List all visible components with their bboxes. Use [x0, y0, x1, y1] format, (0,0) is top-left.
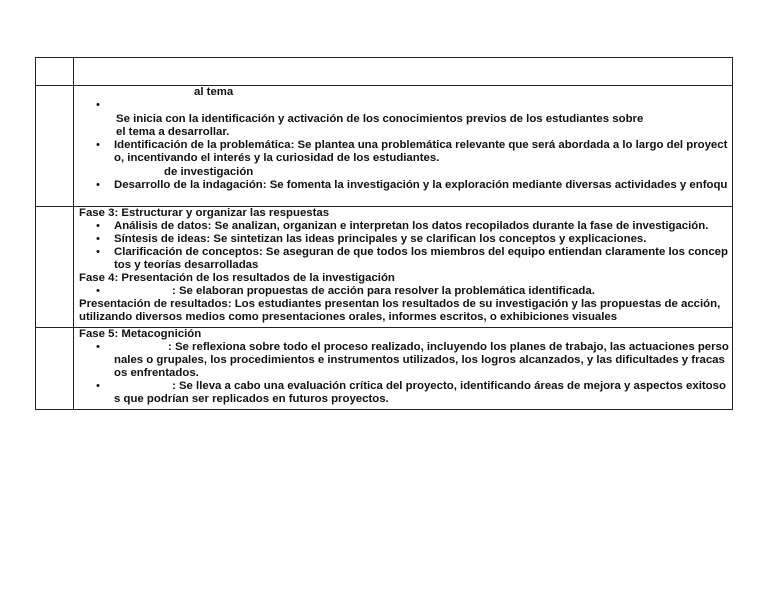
phase-heading: Fase 4: Presentación de los resultados de la investigación [79, 272, 395, 284]
phase-heading: Fase 3: Estructurar y organizar las respuestas [79, 207, 330, 219]
text-line: el tema a desarrollar. [116, 126, 230, 138]
phase-heading: Fase 5: Metacognición [79, 328, 202, 340]
header-cell-right [74, 58, 732, 85]
bullet-item: • Análisis de datos: Se analizan, organizan e interpretan los datos recopilados durante la fase de investigación. [114, 220, 708, 233]
row-cell-content [74, 207, 732, 327]
text-line: : Se elaboran propuestas de acción para resolver la problemática identificada. [172, 285, 595, 297]
row-cell-left [36, 86, 74, 206]
row-cell-left [36, 328, 74, 409]
text-line: de investigación [164, 166, 254, 178]
bullet-item: • Identificación de la problemática: Se plantea una problemática relevante que será abordada a lo largo del proyect [114, 139, 727, 152]
row-cell-left [36, 207, 74, 327]
table-header-row [36, 58, 732, 85]
text-line: : Se lleva a cabo una evaluación crítica del proyecto, identificando áreas de mejora y aspectos exitoso [172, 380, 726, 392]
text-line: al tema [194, 86, 234, 98]
text-line: os enfrentados. [114, 367, 199, 379]
table-row-phase-1-2 [36, 85, 732, 206]
row-cell-content [74, 328, 732, 409]
bullet-item: • Síntesis de ideas: Se sintetizan las ideas principales y se clarifican los conceptos y explicaciones. [114, 233, 646, 246]
row-cell-content [74, 86, 732, 206]
bullet-item: • Desarrollo de la indagación: Se fomenta la investigación y la exploración mediante diversas actividades y enfoqu [114, 179, 727, 192]
text-line: o, incentivando el interés y la curiosidad de los estudiantes. [114, 152, 440, 164]
table-row-phase-3-4 [36, 206, 732, 327]
bullet-item: • Clarificación de conceptos: Se aseguran de que todos los miembros del equipo entiendan claramente los concep [114, 246, 728, 259]
text-line: nales o grupales, los procedimientos e instrumentos utilizados, los logros alcanzados, y las dificultades y fracas [114, 354, 725, 366]
text-line: s que podrían ser replicados en futuros proyectos. [114, 393, 389, 405]
phases-table [35, 57, 733, 410]
text-line: Presentación de resultados: Los estudiantes presentan los resultados de su investigación y las propuestas de acción, [79, 298, 721, 310]
header-cell-left [36, 58, 74, 85]
table-row-phase-5 [36, 327, 732, 409]
text-line: utilizando diversos medios como presentaciones orales, informes escritos, o exhibiciones visuales [79, 311, 618, 323]
text-line: tos y teorías desarrolladas [114, 259, 259, 271]
text-line: Se inicia con la identificación y activación de los conocimientos previos de los estudiantes sobre [116, 113, 644, 125]
text-line: : Se reflexiona sobre todo el proceso realizado, incluyendo los planes de trabajo, las actuaciones perso [168, 341, 729, 353]
